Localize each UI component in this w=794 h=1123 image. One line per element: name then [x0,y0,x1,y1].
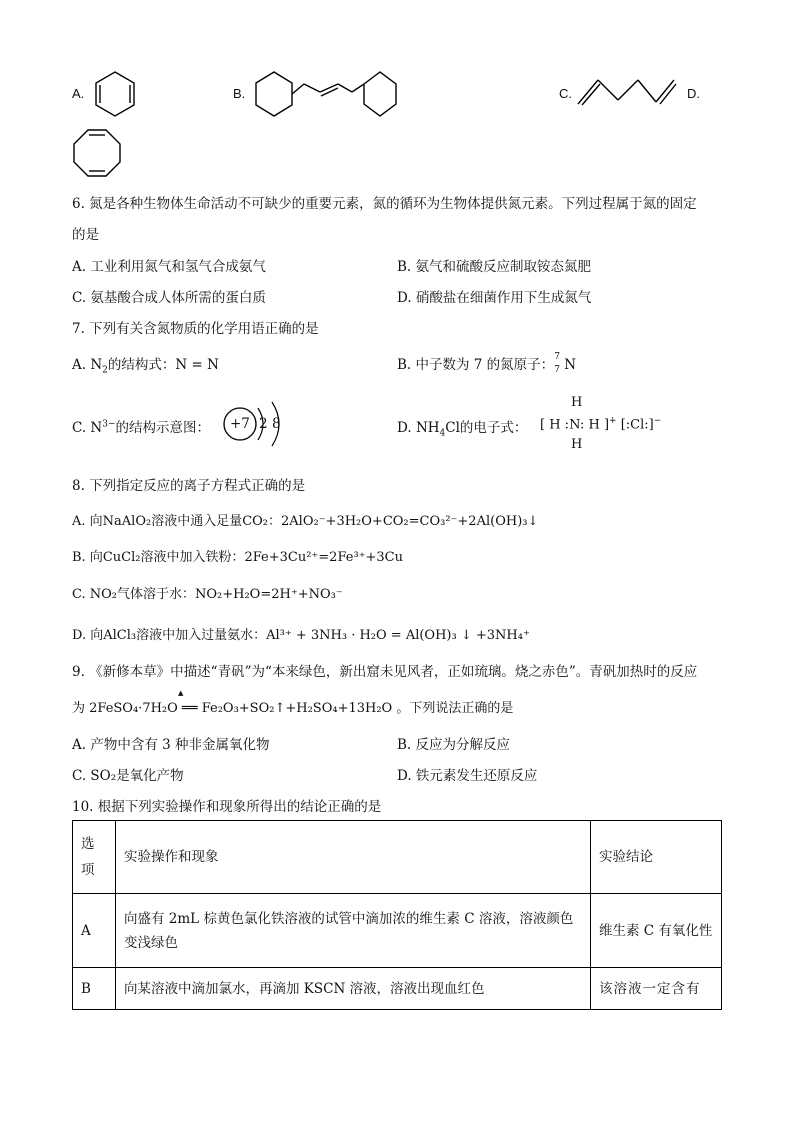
q6-option-c: C. 氨基酸合成人体所需的蛋白质 [72,290,266,306]
q6-option-b: B. 氨气和硫酸反应制取铵态氮肥 [397,259,592,275]
q6-option-d: D. 硝酸盐在细菌作用下生成氮气 [397,290,592,306]
shell-1-electrons: 2 [259,416,268,432]
ammonium-electron-formula: [ H :N: H ]+ [:Cl:]− [540,416,662,433]
shell-2-electrons: 8 [272,416,281,432]
table-row [73,894,722,968]
q5-option-c-label: C. [559,86,572,101]
row-option: B [73,968,116,1010]
q8-option-c: C. NO₂气体溶于水：NO₂+H₂O=2H⁺+NO₃⁻ [72,587,343,602]
q7-option-a: A. $N_2$的结构式：N = N [72,357,219,376]
q8-option-d: D. 向AlCl₃溶液中加入过量氨水：Al³⁺ + 3NH₃ · H₂O = Al(OH)₃ ↓ +3NH₄⁺ [72,628,530,643]
dicyclohexyl-butene-structure [252,70,412,120]
q6-stem-line1: 6. 氮是各种生物体生命活动不可缺少的重要元素，氮的循环为生物体提供氮元素。下列过程属于氮的固定 [72,196,697,212]
q6-option-a: A. 工业利用氮气和氢气合成氨气 [72,259,266,275]
q9-option-a: A. 产物中含有 3 种非金属氧化物 [72,737,270,753]
row-operation: 向某溶液中滴加氯水，再滴加 KSCN 溶液，溶液出现血红色 [116,968,591,1010]
hexadiene-structure [576,74,686,108]
q9-option-b: B. 反应为分解反应 [397,737,511,753]
q8-option-a: A. 向NaAlO₂溶液中通入足量CO₂：2AlO₂⁻+3H₂O+CO₂=CO₃²⁻+2Al(OH)₃↓ [72,514,539,529]
header-conclusion: 实验结论 [591,821,722,894]
q6-stem-line2: 的是 [72,227,99,243]
q9-stem-line1: 9. 《新修本草》中描述“青矾”为“本来绿色，新出窟未见风者，正如琉璃。烧之赤色”。青矾加热时的反应 [72,664,698,680]
row-conclusion: 维生素 C 有氧化性 [591,894,722,968]
q5-option-a-label: A. [72,86,85,101]
q7-option-c: C. $N^{3-}$的结构示意图： [72,419,211,436]
row-option: A [73,894,116,968]
electron-h-top: H [571,395,583,410]
experiment-table [72,820,722,1010]
cyclohexadiene-structure [90,70,140,114]
q7-option-b: B. 中子数为 7 的氮原子： 7 7 N [397,351,576,375]
table-header-row [73,821,722,894]
row-conclusion: 该溶液一定含有 [591,968,722,1010]
nucleus-charge: +7 [230,416,250,432]
header-option: 选项 [73,821,116,894]
q9-option-d: D. 铁元素发生还原反应 [397,768,538,784]
q5-option-b-label: B. [233,86,246,101]
q5-option-d-label: D. [687,86,700,101]
q10-stem: 10. 根据下列实验操作和现象所得出的结论正确的是 [72,799,382,815]
q9-stem-line2: 为 2FeSO₄·7H₂O ══ Fe₂O₃+SO₂↑+H₂SO₄+13H₂O 。下列说法正确的是 [72,701,514,716]
q9-option-c: C. SO₂是氧化产物 [72,768,184,784]
electron-h-bottom: H [571,437,583,452]
q7-option-d: D. $NH_4Cl$的电子式： [397,420,528,439]
q8-option-b: B. 向CuCl₂溶液中加入铁粉：2Fe+3Cu²⁺=2Fe³⁺+3Cu [72,550,404,565]
heating-symbol: ▲ [178,689,184,697]
header-operation: 实验操作和现象 [116,821,591,894]
q7-stem: 7. 下列有关含氮物质的化学用语正确的是 [72,321,319,337]
row-operation: 向盛有 2mL 棕黄色氯化铁溶液的试管中滴加浓的维生素 C 溶液，溶液颜色变浅绿色 [116,894,591,968]
cyclooctadiene-structure [70,128,124,182]
table-row [73,968,722,1010]
q8-stem: 8. 下列指定反应的离子方程式正确的是 [72,478,306,494]
